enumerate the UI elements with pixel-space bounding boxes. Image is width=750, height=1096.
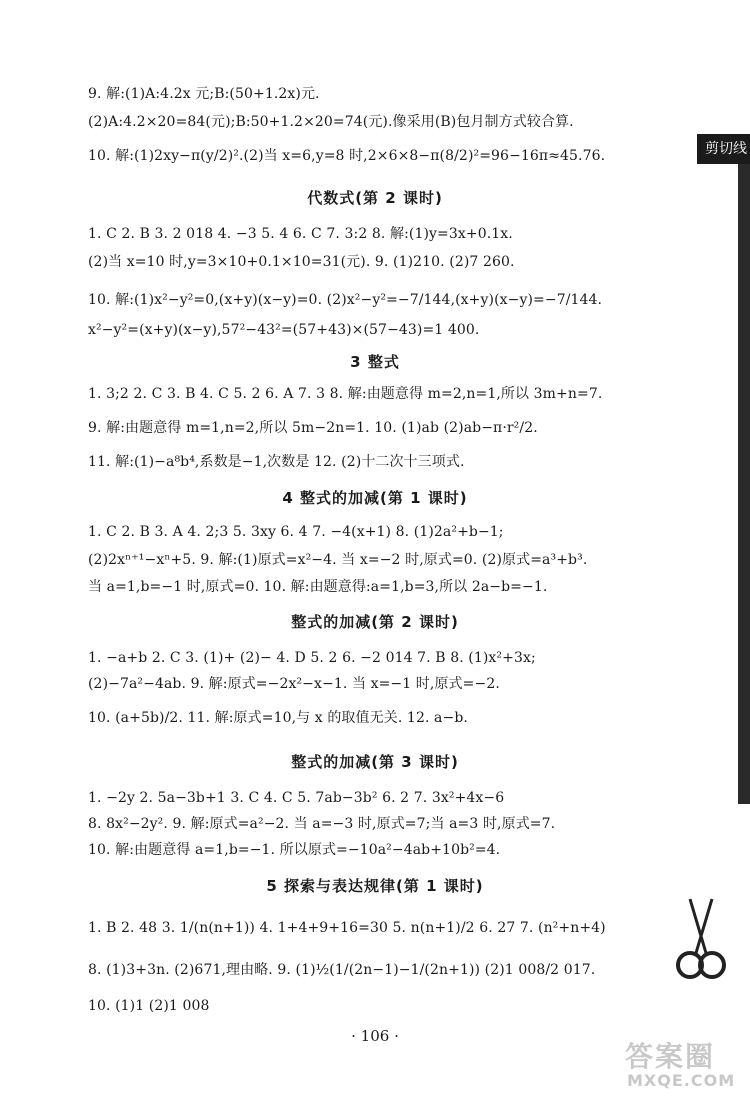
section-heading: 代数式(第 2 课时) (307, 189, 443, 207)
answer-line: 1. C 2. B 3. 2 018 4. −3 5. 4 6. C 7. 3:2 8. 解:(1)y=3x+0.1x. (88, 226, 513, 242)
answer-line: 11. 解:(1)−a⁸b⁴,系数是−1,次数是 12. (2)十二次十三项式. (88, 454, 465, 470)
answer-line: 9. 解:(1)A:4.2x 元;B:(50+1.2x)元. (88, 86, 320, 102)
answer-line: 1. −2y 2. 5a−3b+1 3. C 4. C 5. 7ab−3b² 6. 2 7. 3x²+4x−6 (88, 790, 505, 806)
watermark-url: MXQE.COM (627, 1071, 736, 1090)
section-heading: 3 整式 (350, 353, 400, 371)
cut-line-bar (738, 164, 750, 804)
answer-line: (2)−7a²−4ab. 9. 解:原式=−2x²−x−1. 当 x=−1 时,原式=−2. (88, 676, 500, 692)
answer-line: 10. (a+5b)/2. 11. 解:原式=10,与 x 的取值无关. 12. a−b. (88, 710, 468, 726)
answer-line: 10. 解:(1)2xy−π(y/2)².(2)当 x=6,y=8 时,2×6×8−π(8/2)²=96−16π≈45.76. (88, 148, 606, 164)
section-heading: 4 整式的加减(第 1 课时) (282, 489, 468, 507)
answer-line: (2)A:4.2×20=84(元);B:50+1.2×20=74(元).像采用(B)包月制方式较合算. (88, 114, 574, 130)
answer-line: (2)2xⁿ⁺¹−xⁿ+5. 9. 解:(1)原式=x²−4. 当 x=−2 时,原式=0. (2)原式=a³+b³. (88, 552, 588, 568)
section-heading: 整式的加减(第 2 课时) (291, 613, 459, 631)
answer-line: 9. 解:由题意得 m=1,n=2,所以 5m−2n=1. 10. (1)ab (2)ab−π·r²/2. (88, 420, 538, 436)
answer-line: 10. (1)1 (2)1 008 (88, 998, 210, 1014)
cut-line-tab (697, 134, 750, 164)
answer-line: 1. 3;2 2. C 3. B 4. C 5. 2 6. A 7. 3 8. 解:由题意得 m=2,n=1,所以 3m+n=7. (88, 386, 603, 402)
answer-line: 1. C 2. B 3. A 4. 2;3 5. 3xy 6. 4 7. −4(x+1) 8. (1)2a²+b−1; (88, 524, 504, 540)
cut-line-label: 剪切线 (705, 141, 747, 157)
scissors-icon (670, 895, 730, 985)
answer-line: 8. 8x²−2y². 9. 解:原式=a²−2. 当 a=−3 时,原式=7;当 a=3 时,原式=7. (88, 816, 556, 832)
answer-line: (2)当 x=10 时,y=3×10+0.1×10=31(元). 9. (1)210. (2)7 260. (88, 254, 515, 270)
answer-line: 10. 解:由题意得 a=1,b=−1. 所以原式=−10a²−4ab+10b²=4. (88, 842, 501, 858)
section-heading: 整式的加减(第 3 课时) (291, 753, 459, 771)
answer-line: 1. B 2. 48 3. 1/(n(n+1)) 4. 1+4+9+16=30 5. n(n+1)/2 6. 27 7. (n²+n+4) (88, 920, 606, 936)
page-number: · 106 · (351, 1027, 399, 1045)
answer-line: 1. −a+b 2. C 3. (1)+ (2)− 4. D 5. 2 6. −2 014 7. B 8. (1)x²+3x; (88, 650, 536, 666)
answer-line: 8. (1)3+3n. (2)671,理由略. 9. (1)½(1/(2n−1)−1/(2n+1)) (2)1 008/2 017. (88, 962, 596, 978)
section-heading: 5 探索与表达规律(第 1 课时) (266, 877, 484, 895)
answer-line: 当 a=1,b=−1 时,原式=0. 10. 解:由题意得:a=1,b=3,所以 2a−b=−1. (88, 579, 548, 595)
watermark-logo (625, 1035, 750, 1095)
answer-line: x²−y²=(x+y)(x−y),57²−43²=(57+43)×(57−43)=1 400. (88, 322, 480, 338)
answer-line: 10. 解:(1)x²−y²=0,(x+y)(x−y)=0. (2)x²−y²=−7/144,(x+y)(x−y)=−7/144. (88, 292, 603, 308)
watermark-text: 答案圈 (625, 1040, 716, 1073)
